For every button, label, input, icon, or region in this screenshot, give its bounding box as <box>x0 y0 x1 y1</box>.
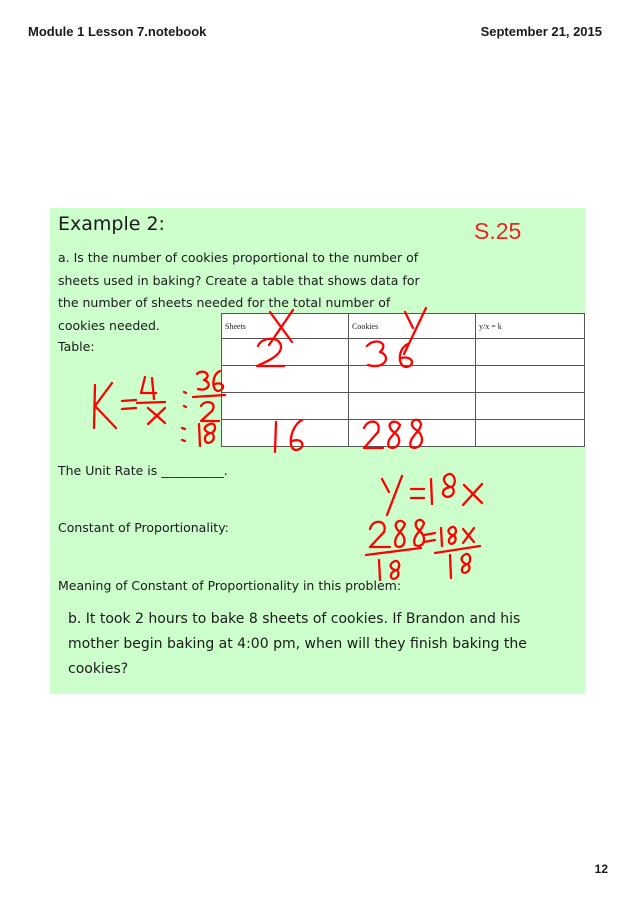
data-table <box>221 313 585 447</box>
table-header-row <box>222 314 585 339</box>
question-a: a. Is the number of cookies proportional to the number of sheets used in baking? Create a table that shows data for the number of sheets needed for the total number of cookies needed. <box>58 250 420 333</box>
question-b: b. It took 2 hours to bake 8 sheets of cookies. If Brandon and his mother begin baking at 4:00 pm, when will they finish baking the cookies? <box>68 611 527 677</box>
document-date: September 21, 2015 <box>480 24 602 39</box>
meaning-text: Meaning of Constant of Proportionality in this problem: <box>58 578 402 593</box>
table-row <box>222 366 585 393</box>
table-cell[interactable] <box>349 420 476 447</box>
table-cell[interactable] <box>222 420 349 447</box>
document-title: Module 1 Lesson 7.notebook <box>28 24 207 39</box>
table-cell[interactable] <box>476 339 585 366</box>
table-row <box>222 393 585 420</box>
table-row <box>222 339 585 366</box>
table-cell[interactable] <box>476 393 585 420</box>
table-cell[interactable] <box>349 393 476 420</box>
page-number: 12 <box>594 862 608 876</box>
table-cell[interactable] <box>222 393 349 420</box>
example-title: Example 2: <box>58 213 165 235</box>
table-row <box>222 420 585 447</box>
table-cell[interactable] <box>349 366 476 393</box>
header-cookies: Cookies <box>349 314 476 339</box>
unit-rate-text: The Unit Rate is __________. <box>58 463 228 478</box>
table-cell[interactable] <box>349 339 476 366</box>
constant-text: Constant of Proportionality: <box>58 520 229 535</box>
table-cell[interactable] <box>476 420 585 447</box>
table-cell[interactable] <box>222 366 349 393</box>
table-label: Table: <box>58 339 95 354</box>
header-ratio: y/x = k <box>476 314 585 339</box>
reference-label: S.25 <box>474 218 522 244</box>
header-sheets: Sheets <box>222 314 349 339</box>
table-cell[interactable] <box>222 339 349 366</box>
table-cell[interactable] <box>476 366 585 393</box>
